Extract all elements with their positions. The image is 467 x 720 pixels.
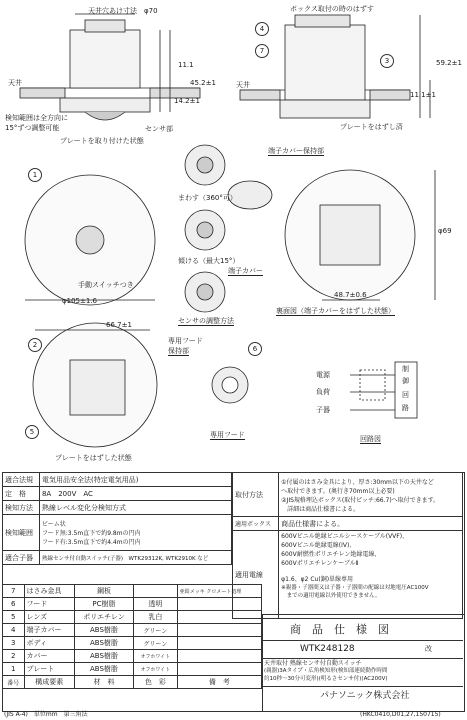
box-note-label: ボックス取付の時のはずす: [290, 5, 374, 13]
part-note: [177, 598, 261, 611]
part-material: 鋼板: [75, 585, 134, 598]
wire-line: 600Vビニル絶縁ビニルシースケーブル(VVF)、: [281, 533, 409, 540]
table-row: [3, 501, 232, 515]
callout-1: 1: [28, 168, 42, 182]
control-char-4: 路: [402, 404, 409, 412]
sensor-adjust-label: センサの調整方法: [178, 317, 234, 325]
plate-off-label-top: プレートをはずし済: [340, 123, 403, 131]
desc-line-1: 天井取付 熱線センサ付自動スイッチ: [264, 660, 362, 667]
circuit-label-power: 電源: [316, 371, 330, 379]
ceiling-label-left: 天井: [8, 79, 22, 87]
spec-key: 検知方法: [3, 501, 40, 515]
part-note: [177, 624, 261, 637]
control-char-3: 回: [402, 391, 409, 399]
mount-line: へ取付できます。(奥行き70mm以上必要): [281, 487, 395, 495]
spec-value: 電気用品安全法(特定電気用品): [39, 473, 231, 487]
callout-4: 4: [255, 22, 269, 36]
table-row: [3, 663, 262, 676]
table-row: [3, 598, 262, 611]
circuit-title: 回路図: [360, 435, 381, 443]
table-row: [3, 515, 232, 551]
terminal-cover-label: 端子カバー: [228, 267, 263, 275]
back-dia-dim: φ69: [438, 227, 452, 235]
wire-line: 600V耐燃性ポリエチレン絶縁電線、: [281, 551, 381, 558]
part-note: [177, 663, 261, 676]
sensor-part-label: センサ部: [145, 125, 173, 133]
part-name: はさみ金具: [24, 585, 75, 598]
header-material: 材 料: [75, 676, 134, 689]
back-width-dim: 48.7±0.6: [334, 291, 367, 299]
part-no: 7: [3, 585, 25, 598]
part-no: 6: [3, 598, 25, 611]
part-no: 2: [3, 650, 25, 663]
circuit-label-load: 負荷: [316, 388, 330, 396]
table-row: [3, 650, 262, 663]
part-no: 4: [3, 624, 25, 637]
dim-452: 45.2±1: [190, 79, 216, 87]
part-material: ABS樹脂: [75, 637, 134, 650]
part-material: ABS樹脂: [75, 624, 134, 637]
spec-key: 検知範囲: [3, 515, 40, 551]
dim-592: 59.2±1: [436, 59, 462, 67]
footer-left: (JIS A-4) 単位mm 第三角法: [4, 711, 88, 718]
spec-value: 熱線センサ付自動スイッチ(子器) WTK29312K, WTK2910K など: [39, 551, 231, 565]
spec-value: 商品仕様書による。: [279, 517, 463, 531]
beam-note-2: フード有:3.5m直下で約4.4mの円内: [41, 539, 141, 546]
wire-note: ※親器・子器間又は子器・子器間の配線は対地電圧AC100V: [281, 585, 429, 591]
callout-5: 5: [25, 425, 39, 439]
part-material: PC樹脂: [75, 598, 134, 611]
spec-value: 8A 200V AC: [39, 487, 231, 501]
plate-off-label-lower: プレートをはずした状態: [55, 454, 132, 462]
header-color: 色 彩: [133, 676, 177, 689]
mount-line: ①付属のはさみ金具により、厚さ:30mm以下の天井など: [281, 478, 434, 486]
dim-111-left: 11.1: [178, 61, 194, 69]
part-color: 透明: [133, 598, 177, 611]
rotate-label: まわす（360°可）: [178, 194, 237, 202]
spec-key: 適用電線: [233, 531, 279, 619]
ceiling-hole-label: 天井穴あけ寸法 φ70: [88, 7, 158, 15]
table-row: [3, 637, 262, 650]
rev-label: 改: [425, 645, 432, 653]
part-color: [133, 585, 177, 598]
part-material: ABS樹脂: [75, 663, 134, 676]
header-no: 番号: [3, 676, 25, 689]
header-name: 構成要素: [24, 676, 75, 689]
part-name: 端子カバー: [24, 624, 75, 637]
parts-table: [2, 584, 262, 689]
part-color: オフホワイト: [133, 650, 177, 663]
spec-key: 定 格: [3, 487, 40, 501]
part-material: ABS樹脂: [75, 650, 134, 663]
part-note: [177, 650, 261, 663]
part-note: 亜鉛メッキ クロメート処理: [177, 585, 261, 598]
part-color: グリーン: [133, 637, 177, 650]
spec-value: [39, 515, 231, 551]
table-row: [233, 531, 463, 619]
part-no: 1: [3, 663, 25, 676]
spec-key: 適用ボックス: [233, 517, 279, 531]
beam-note-1: フード無:3.5m直下で約9.8mの円内: [41, 530, 141, 537]
table-row: [3, 487, 232, 501]
part-name: ボディ: [24, 637, 75, 650]
part-no: 5: [3, 611, 25, 624]
spec-key: 適合子器: [3, 551, 40, 565]
table-row: [3, 611, 262, 624]
table-row: [233, 517, 463, 531]
part-no: 3: [3, 637, 25, 650]
ceiling-label-right: 天井: [236, 81, 250, 89]
hood-holder-label-1: 専用フード: [168, 337, 203, 345]
back-view-label: 裏面図（端子カバーをはずした状態）: [276, 307, 395, 315]
model-number: WTK248128: [300, 644, 355, 654]
part-name: カバー: [24, 650, 75, 663]
parts-header-row: [3, 676, 262, 689]
desc-line-2: (親器)3Aタイプ・広角検知形(検知部連続動作時間: [264, 668, 388, 674]
part-material: ポリエチレン: [75, 611, 134, 624]
beam-label: ビーム状: [41, 521, 66, 528]
part-note: [177, 637, 261, 650]
tilt-label: 傾ける（最大15°）: [178, 257, 240, 265]
doc-title: 商 品 仕 様 図: [290, 623, 389, 636]
spec-key: 適合法規: [3, 473, 40, 487]
mount-line: 詳細は商品仕様書による。: [281, 505, 360, 513]
dim-142: 14.2±1: [174, 97, 200, 105]
mount-line: ②JIS規格埋込ボックス(取付ピッチ:66.7)へ取付できます。: [281, 496, 440, 504]
spec-key: 取付方法: [233, 473, 279, 517]
spec-table-right: [232, 472, 463, 619]
hood-holder-label-2: 保持部: [168, 347, 189, 355]
detect-range-label: 検知範囲は全方向に: [5, 114, 68, 122]
part-name: フード: [24, 598, 75, 611]
part-color: グリーン: [133, 624, 177, 637]
spec-table-left: [2, 472, 232, 565]
wire-line: 600Vビニル絶縁電線(IV)、: [281, 542, 356, 549]
callout-6: 6: [248, 342, 262, 356]
callout-2: 2: [28, 338, 42, 352]
footer-right: (HKC0410,D01,27,150715): [360, 711, 441, 718]
manual-switch-label: 手動スイッチつき: [78, 281, 134, 289]
part-color: オフホワイト: [133, 663, 177, 676]
table-row: [3, 473, 232, 487]
header-note: 備 考: [177, 676, 261, 689]
hood-label: 専用フード: [210, 431, 245, 439]
plate-on-label: プレートを取り付けた状態: [60, 137, 144, 145]
wire-size: φ1.6、φ2 Cu(銅)単線専用: [281, 576, 354, 583]
table-row: [3, 585, 262, 598]
company-name: パナソニック株式会社: [320, 691, 410, 701]
spec-value: [279, 531, 463, 619]
control-char-2: 御: [402, 377, 409, 385]
callout-7: 7: [255, 44, 269, 58]
wire-note: までの適用電線以外使用できません。: [281, 593, 381, 599]
part-note: [177, 611, 261, 624]
part-name: プレート: [24, 663, 75, 676]
callout-3: 3: [380, 54, 394, 68]
control-char-1: 制: [402, 365, 409, 373]
front-dia-label: φ105±1.6: [62, 297, 97, 305]
wire-line: 600VポリエチレンケーブルⅡ: [281, 560, 359, 567]
terminal-cover-holder-label: 端子カバー保持部: [268, 147, 324, 155]
adjust-label: 15°ずつ調整可能: [5, 124, 60, 132]
part-name: レンズ: [24, 611, 75, 624]
spec-value: [279, 473, 463, 517]
circuit-label-child: 子器: [316, 406, 330, 414]
table-row: [3, 551, 232, 565]
spec-value: 熱線レベル変化分検知方式: [39, 501, 231, 515]
table-row: [233, 473, 463, 517]
lower-dim: 66.7±1: [106, 321, 132, 329]
desc-line-3: 約10秒〜30分可変形)(明るさセンサ付)(AC200V): [264, 676, 388, 682]
dim-111-right: 11.1±1: [410, 91, 436, 99]
table-row: [3, 624, 262, 637]
part-color: 乳白: [133, 611, 177, 624]
